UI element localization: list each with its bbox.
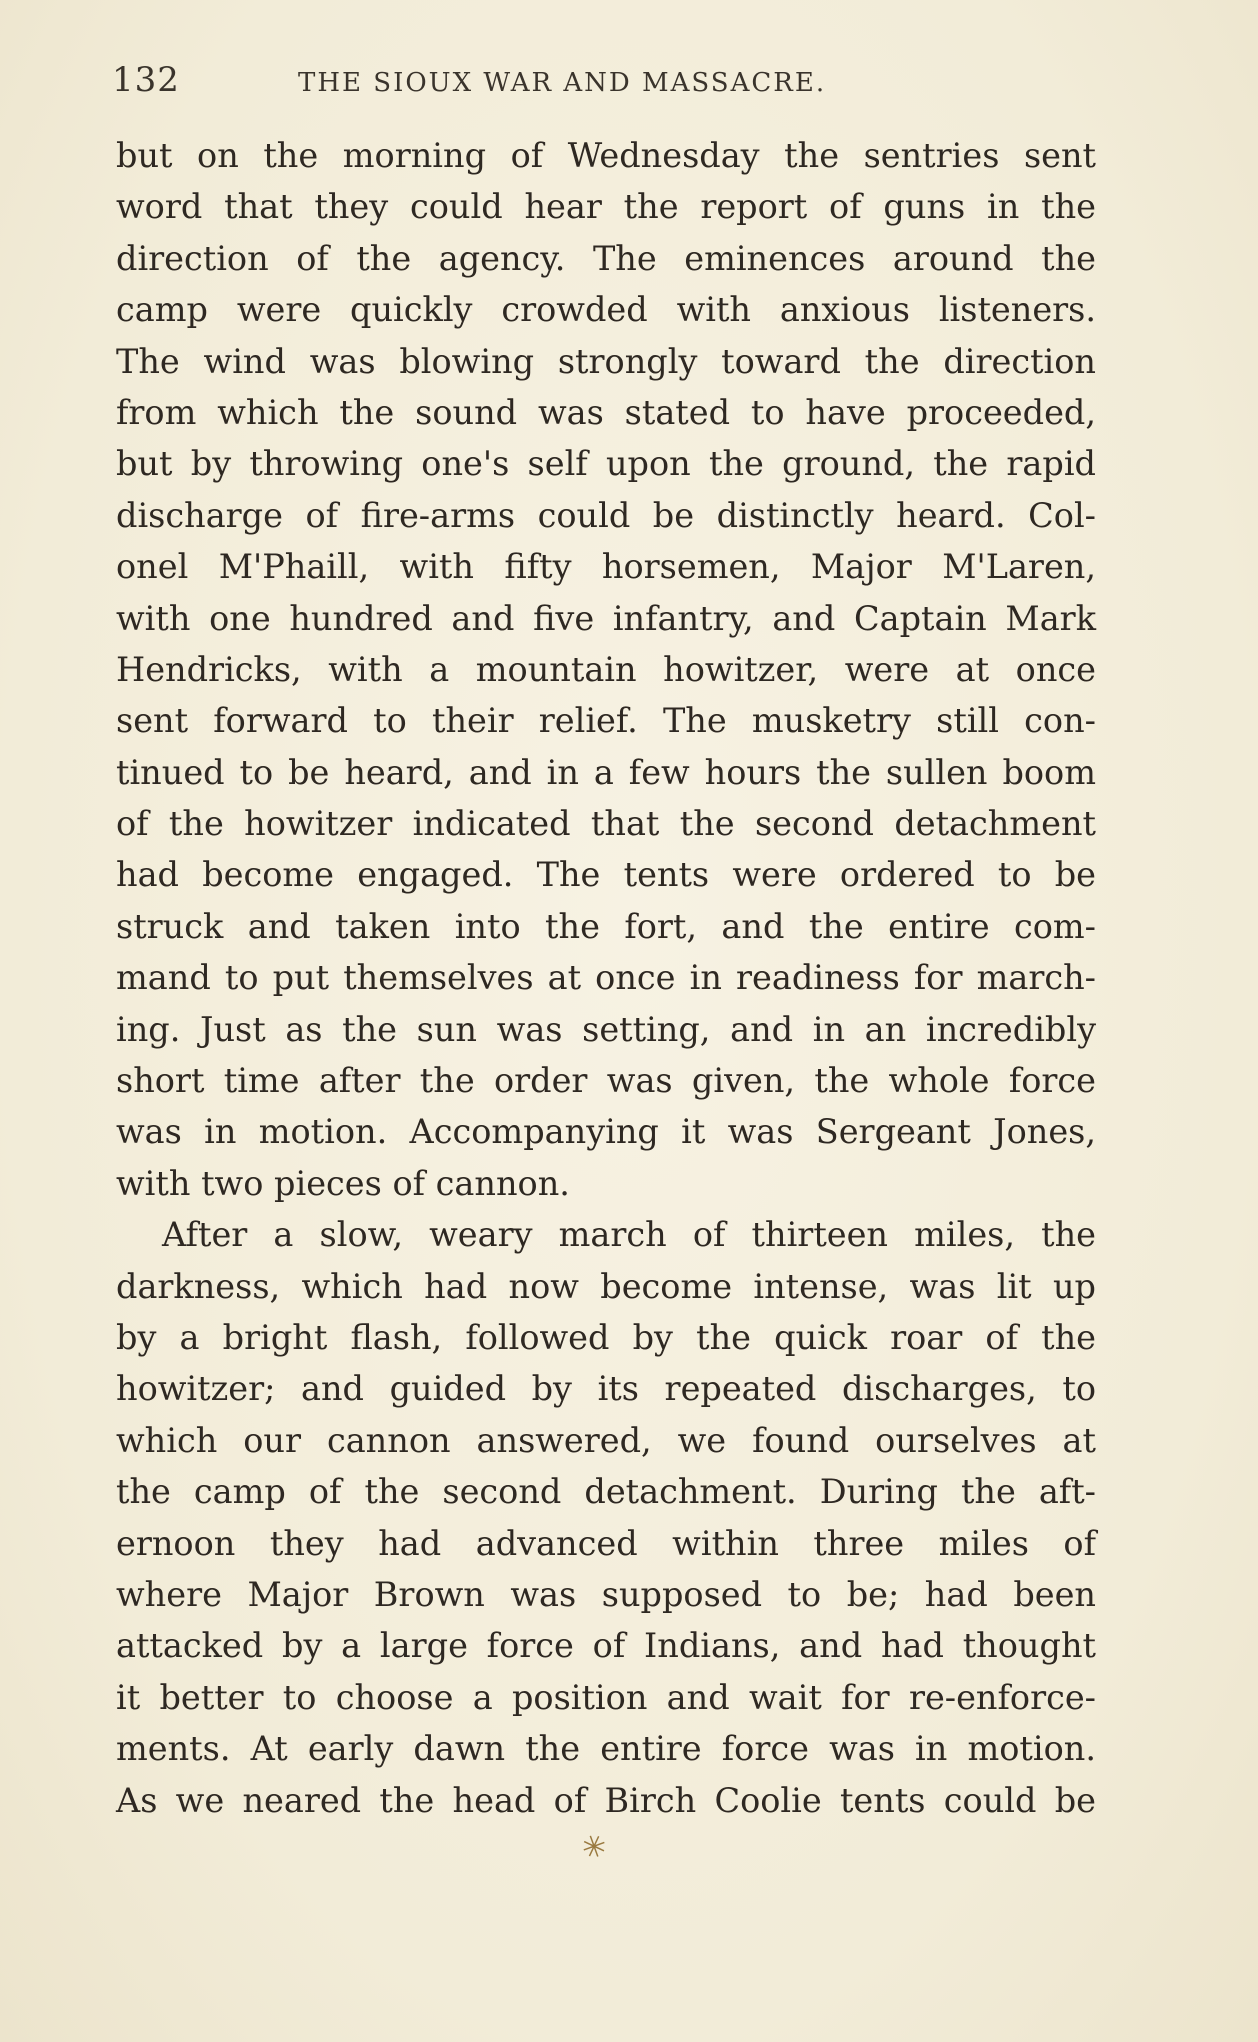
text-line: where Major Brown was supposed to be; had been bbox=[116, 1574, 1096, 1614]
page-number: 132 bbox=[112, 60, 180, 100]
text-line: had become engaged. The tents were ordered to be bbox=[116, 855, 1096, 895]
text-line: mand to put themselves at once in readiness for march- bbox=[116, 958, 1096, 998]
text-line: tinued to be heard, and in a few hours the sullen boom bbox=[116, 752, 1096, 792]
text-line: it better to choose a position and wait for re-enforce- bbox=[116, 1677, 1096, 1717]
text-line: ernoon they had advanced within three miles of bbox=[116, 1523, 1096, 1563]
text-line: which our cannon answered, we found ourselves at bbox=[116, 1420, 1096, 1460]
text-line: ments. At early dawn the entire force was in motion. bbox=[116, 1729, 1096, 1769]
text-line: howitzer; and guided by its repeated discharges, to bbox=[116, 1369, 1096, 1409]
text-line: short time after the order was given, the whole force bbox=[116, 1061, 1096, 1101]
text-line: After a slow, weary march of thirteen miles, the bbox=[162, 1215, 1096, 1255]
paragraph-1 bbox=[116, 130, 1096, 1209]
text-line: The wind was blowing strongly toward the direction bbox=[116, 341, 1096, 381]
text-line: sent forward to their relief. The musketry still con- bbox=[116, 701, 1096, 741]
text-line: attacked by a large force of Indians, and had thought bbox=[116, 1626, 1096, 1666]
text-line: discharge of fire-arms could be distinctly heard. Col- bbox=[116, 495, 1096, 535]
body-text bbox=[116, 130, 1096, 1826]
text-line: but by throwing one's self upon the ground, the rapid bbox=[116, 444, 1096, 484]
text-line: camp were quickly crowded with anxious listeners. bbox=[116, 290, 1096, 330]
text-line: Hendricks, with a mountain howitzer, were at once bbox=[116, 649, 1096, 689]
paragraph-2 bbox=[116, 1209, 1096, 1826]
text-line: struck and taken into the fort, and the entire com- bbox=[116, 906, 1096, 946]
text-line: of the howitzer indicated that the second detachment bbox=[116, 804, 1096, 844]
text-line: the camp of the second detachment. During the aft- bbox=[116, 1472, 1096, 1512]
ink-mark-icon: ✳ bbox=[576, 1826, 613, 1869]
text-line: with two pieces of cannon. bbox=[116, 1163, 570, 1203]
running-title: THE SIOUX WAR AND MASSACRE. bbox=[298, 68, 827, 98]
text-line: but on the morning of Wednesday the sentries sent bbox=[116, 136, 1096, 175]
text-line: word that they could hear the report of guns in the bbox=[116, 187, 1096, 227]
text-line: from which the sound was stated to have proceeded, bbox=[116, 392, 1096, 432]
text-line: by a bright flash, followed by the quick roar of the bbox=[116, 1317, 1096, 1357]
text-line: As we neared the head of Birch Coolie tents could be bbox=[116, 1780, 1096, 1820]
text-line: onel M'Phaill, with fifty horsemen, Major M'Laren, bbox=[116, 547, 1096, 587]
text-line: direction of the agency. The eminences around the bbox=[116, 238, 1096, 278]
text-line: ing. Just as the sun was setting, and in an incredibly bbox=[116, 1009, 1096, 1049]
page-header bbox=[112, 60, 1112, 110]
text-line: with one hundred and five infantry, and Captain Mark bbox=[116, 598, 1096, 638]
text-line: was in motion. Accompanying it was Sergeant Jones, bbox=[116, 1112, 1096, 1152]
text-line: darkness, which had now become intense, was lit up bbox=[116, 1266, 1096, 1306]
